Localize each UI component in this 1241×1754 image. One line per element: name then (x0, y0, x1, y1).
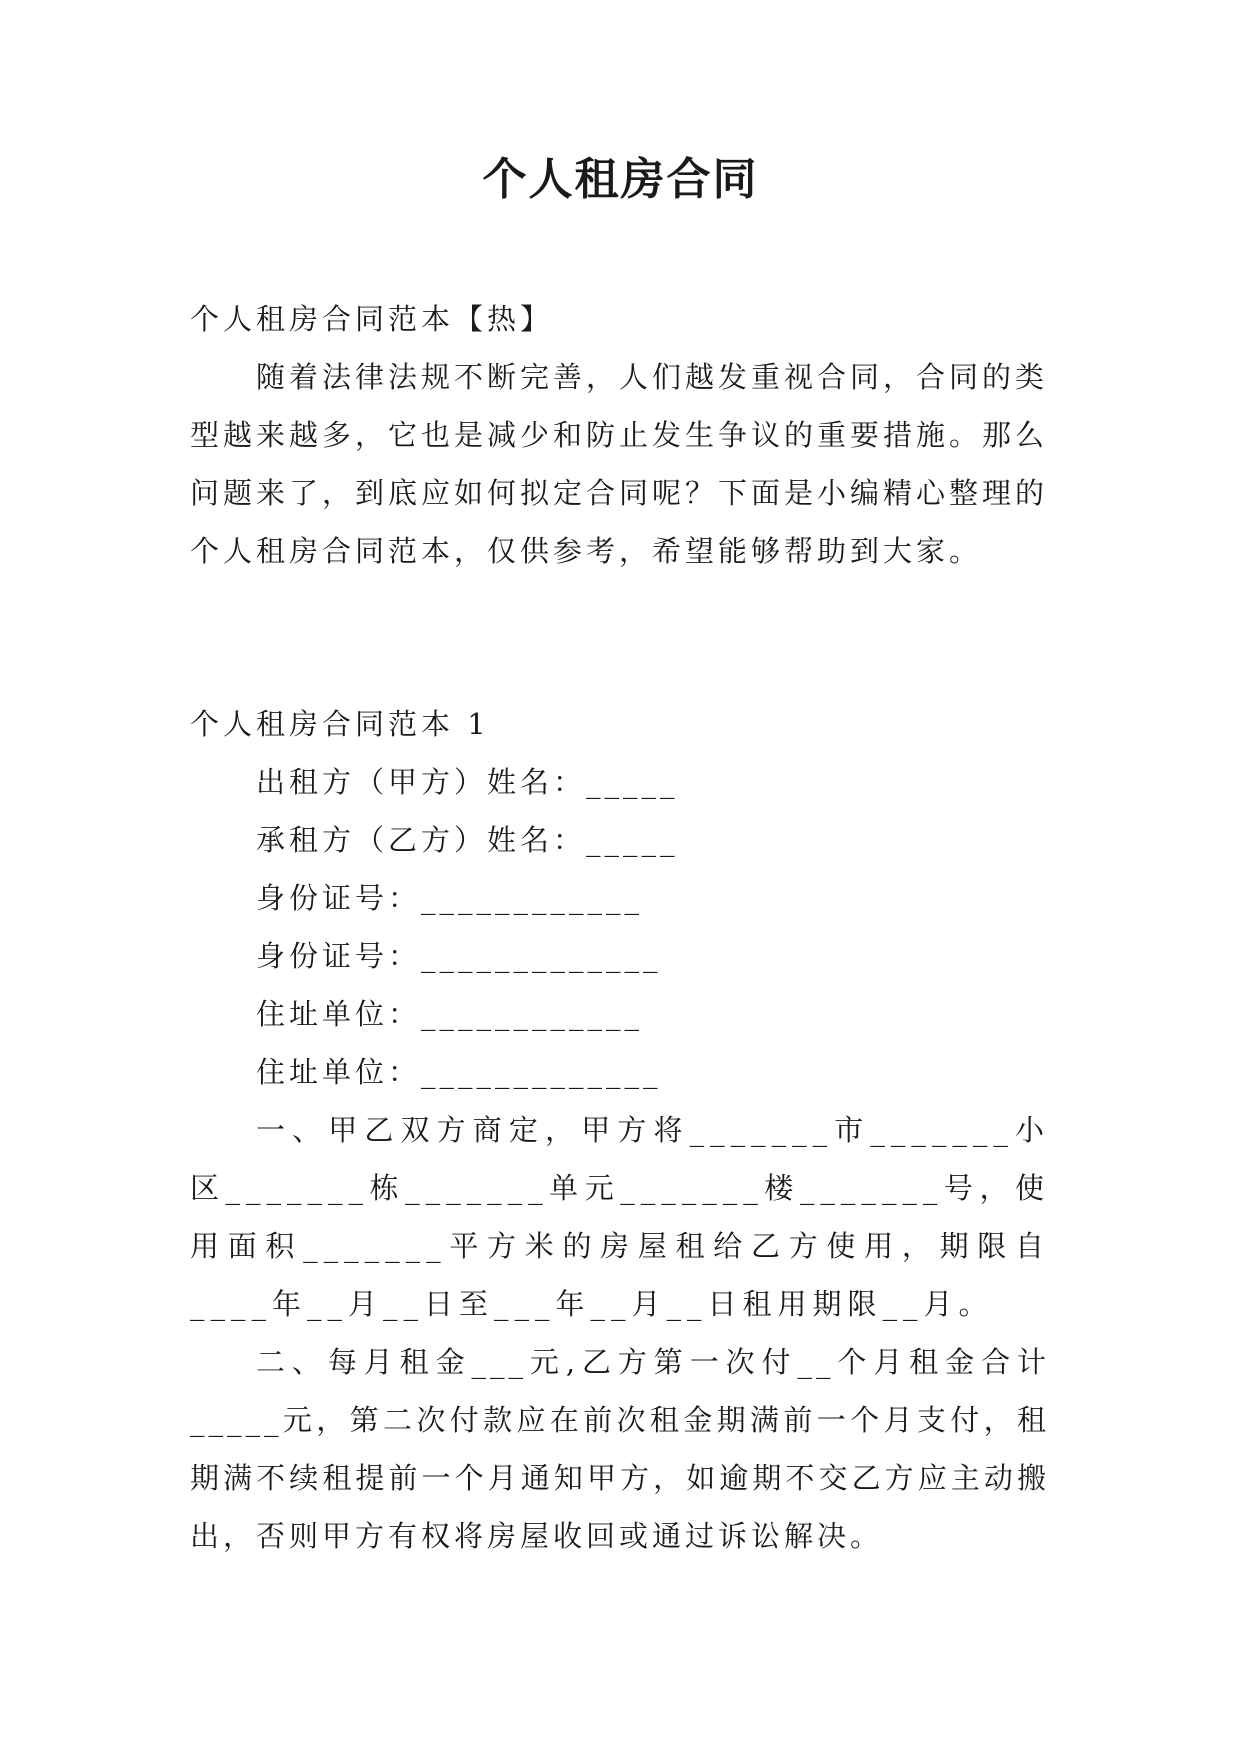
intro-paragraph: 随着法律法规不断完善，人们越发重视合同，合同的类型越来越多，它也是减少和防止发生争议的重要措施。那么问题来了，到底应如何拟定合同呢？下面是小编精心整理的个人租房合同范本，仅供参考，希望能够帮助到大家。 (190, 360, 1049, 568)
field-line-address: 住址单位：____________ (256, 997, 644, 1031)
field-line-id-number: 身份证号：_____________ (256, 939, 662, 973)
field-line-lessor-name: 出租方（甲方）姓名：_____ (256, 765, 679, 799)
intro-heading: 个人租房合同范本【热】 (190, 302, 554, 336)
field-line-address: 住址单位：_____________ (256, 1055, 662, 1089)
party-fields (256, 753, 679, 1101)
field-line-lessee-name: 承租方（乙方）姓名：_____ (256, 823, 679, 857)
document-title: 个人租房合同 (482, 154, 759, 205)
clause-1: 一、甲乙双方商定，甲方将_______市_______小区_______栋_______单元_______楼_______号，使用面积_______平方米的房屋租给乙方使用，期限自____年__月__日至___年__月__日租用期限__月。 (190, 1113, 1050, 1321)
field-line-id-number: 身份证号：____________ (256, 881, 644, 915)
section-heading: 个人租房合同范本 1 (190, 707, 490, 741)
clause-2: 二、每月租金___元,乙方第一次付__个月租金合计_____元，第二次付款应在前次租金期满前一个月支付，租期满不续租提前一个月通知甲方，如逾期不交乙方应主动搬出，否则甲方有权将房屋收回或通过诉讼解决。 (190, 1345, 1050, 1553)
